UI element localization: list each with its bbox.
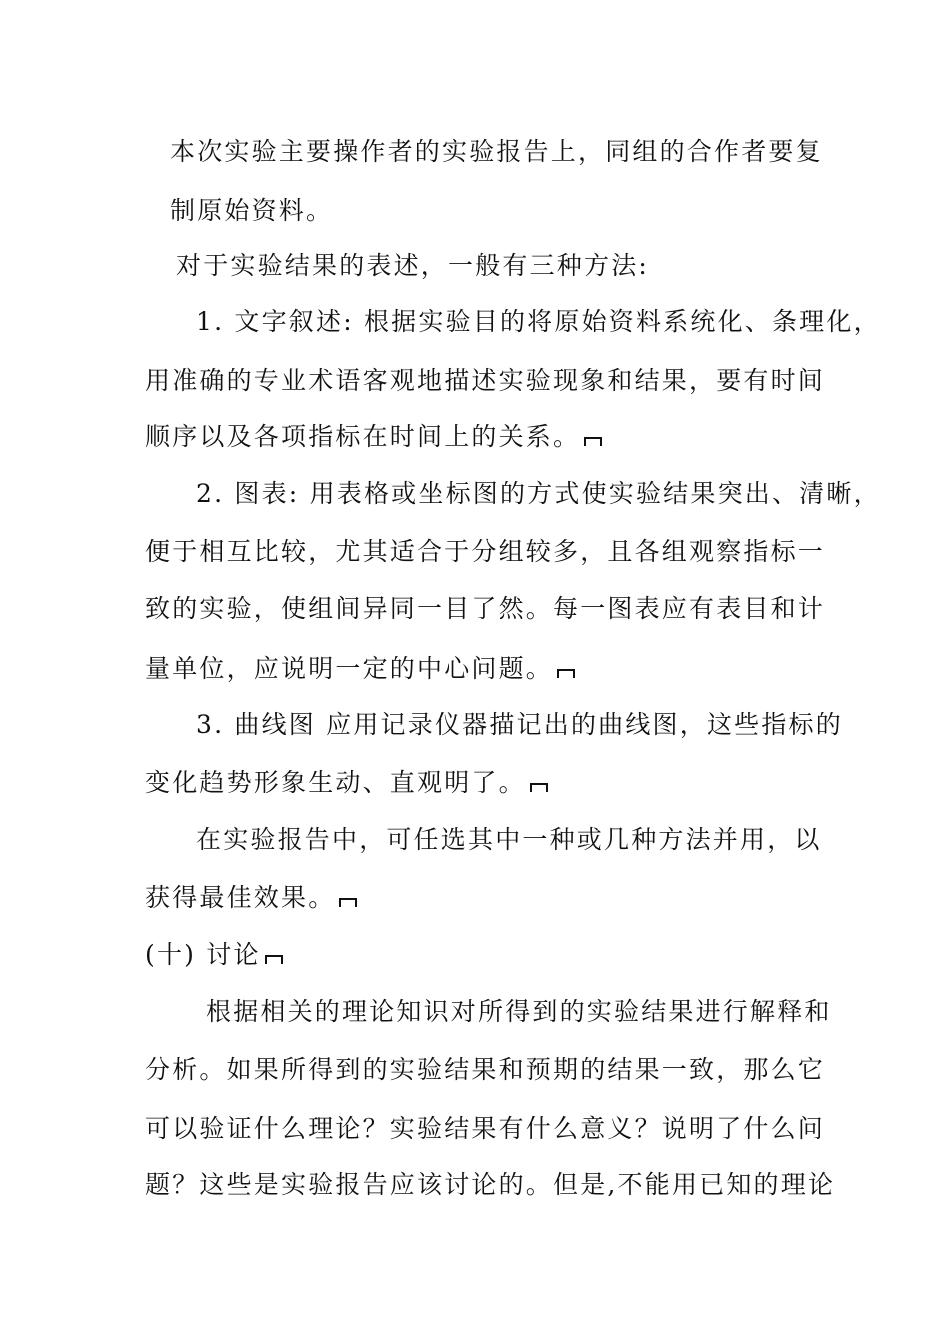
paragraph-mark-icon [557, 669, 575, 678]
text-line: 对于实验结果的表述，一般有三种方法: [176, 251, 650, 280]
text-line: 变化趋势形象生动、直观明了。 [145, 768, 548, 798]
text-line: 制原始资料。 [170, 196, 334, 225]
text-line: 根据相关的理论知识对所得到的实验结果进行解释和 [206, 997, 832, 1026]
text-line: 致的实验，使组间异同一目了然。每一图表应有表目和计 [145, 594, 826, 623]
paragraph-mark-icon [530, 783, 548, 792]
paragraph-mark-icon [265, 955, 283, 964]
text-line: 分析。如果所得到的实验结果和预期的结果一致，那么它 [145, 1055, 826, 1084]
text-line: 题？这些是实验报告应该讨论的。但是,不能用已知的理论 [145, 1170, 836, 1199]
text-line: 顺序以及各项指标在时间上的关系。 [145, 422, 602, 452]
text-line: 用准确的专业术语客观地描述实验现象和结果，要有时间 [145, 366, 826, 395]
text-line: 本次实验主要操作者的实验报告上，同组的合作者要复 [170, 137, 823, 166]
text-line: 2. 图表: 用表格或坐标图的方式使实验结果突出、清晰， [196, 479, 881, 508]
paragraph-mark-icon [584, 437, 602, 446]
text-line: 3. 曲线图 应用记录仪器描记出的曲线图，这些指标的 [196, 710, 843, 739]
text-line: 便于相互比较，尤其适合于分组较多，且各组观察指标一 [145, 537, 826, 566]
paragraph-mark-icon [339, 898, 357, 907]
text-line: 获得最佳效果。 [145, 883, 357, 913]
text-line: 在实验报告中，可任选其中一种或几种方法并用，以 [196, 825, 822, 854]
text-line: 可以验证什么理论？实验结果有什么意义？说明了什么问 [145, 1114, 826, 1143]
section-heading: (十) 讨论 [145, 940, 283, 970]
text-line: 量单位，应说明一定的中心问题。 [145, 654, 575, 684]
text-line: 1. 文字叙述: 根据实验目的将原始资料系统化、条理化， [196, 307, 881, 336]
